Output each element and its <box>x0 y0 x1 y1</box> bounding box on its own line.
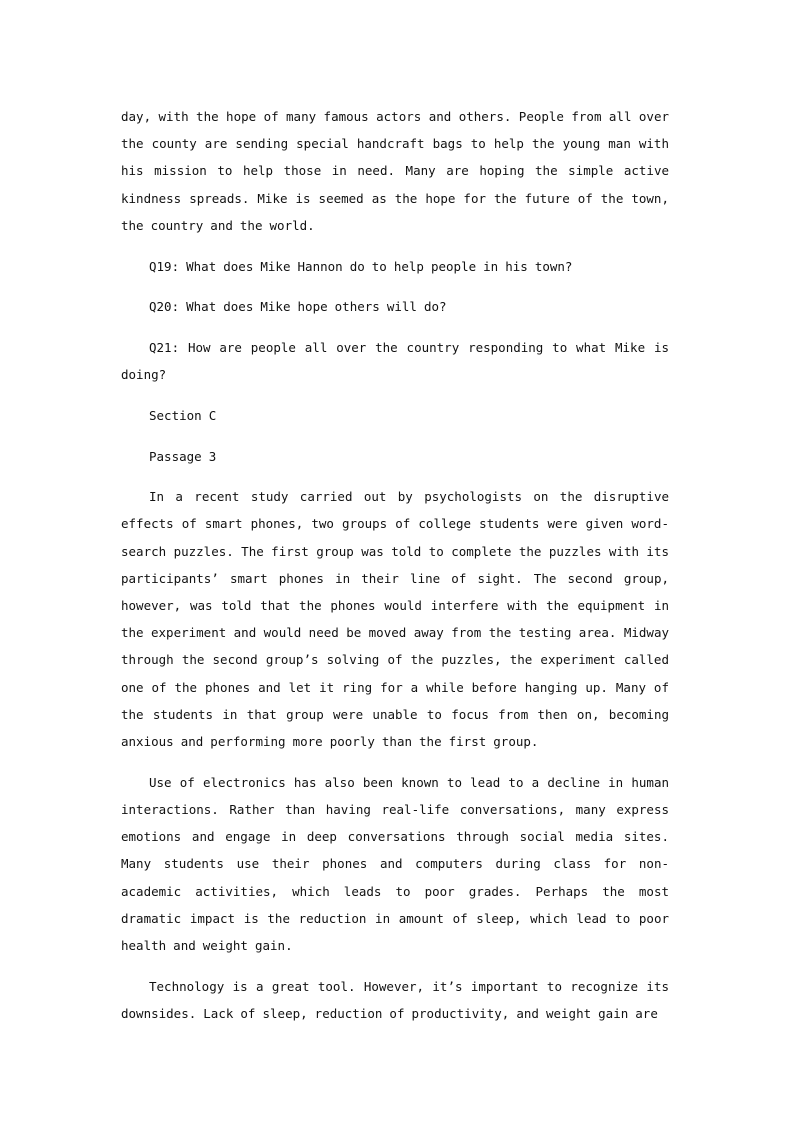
paragraph-electronics: Use of electronics has also been known to lead to a decline in human interactions. Rather than having real-life conversations, many express emotions and engage in deep conversations through social media sites. Many students use their phones and computers during class for non-academic activities, which leads to poor grades. Perhaps the most dramatic impact is the reduction in amount of sleep, which lead to poor health and weight gain. <box>121 774 669 953</box>
question-19: Q19: What does Mike Hannon do to help people in his town? <box>149 258 573 274</box>
paragraph-technology: Technology is a great tool. However, it’s important to recognize its downsides. Lack of sleep, reduction of productivity, and weight gain are <box>121 978 669 1021</box>
question-21: Q21: How are people all over the country responding to what Mike is doing? <box>121 339 669 383</box>
passage-heading: Passage 3 <box>149 448 217 464</box>
paragraph-study: In a recent study carried out by psychologists on the disruptive effects of smart phones, two groups of college students were given word-search puzzles. The first group was told to complete the puzzles with its participants’ smart phones in their line of sight. The second group, however, was told that the phones would interfere with the equipment in the experiment and would need be moved away from the testing area. Midway through the second group’s solving of the puzzles, the experiment called one of the phones and let it ring for a while before hanging up. Many of the students in that group were unable to focus from then on, becoming anxious and performing more poorly than the first group. <box>121 489 669 750</box>
document-body <box>121 103 669 1041</box>
paragraph-continuation: day, with the hope of many famous actors and others. People from all over the county are sending special handcraft bags to help the young man with his mission to help those in need. Many are hoping the simple active kindness spreads. Mike is seemed as the hope for the future of the town, the country and the world. <box>121 109 669 233</box>
question-20: Q20: What does Mike hope others will do? <box>149 299 447 315</box>
section-heading: Section C <box>149 407 217 423</box>
